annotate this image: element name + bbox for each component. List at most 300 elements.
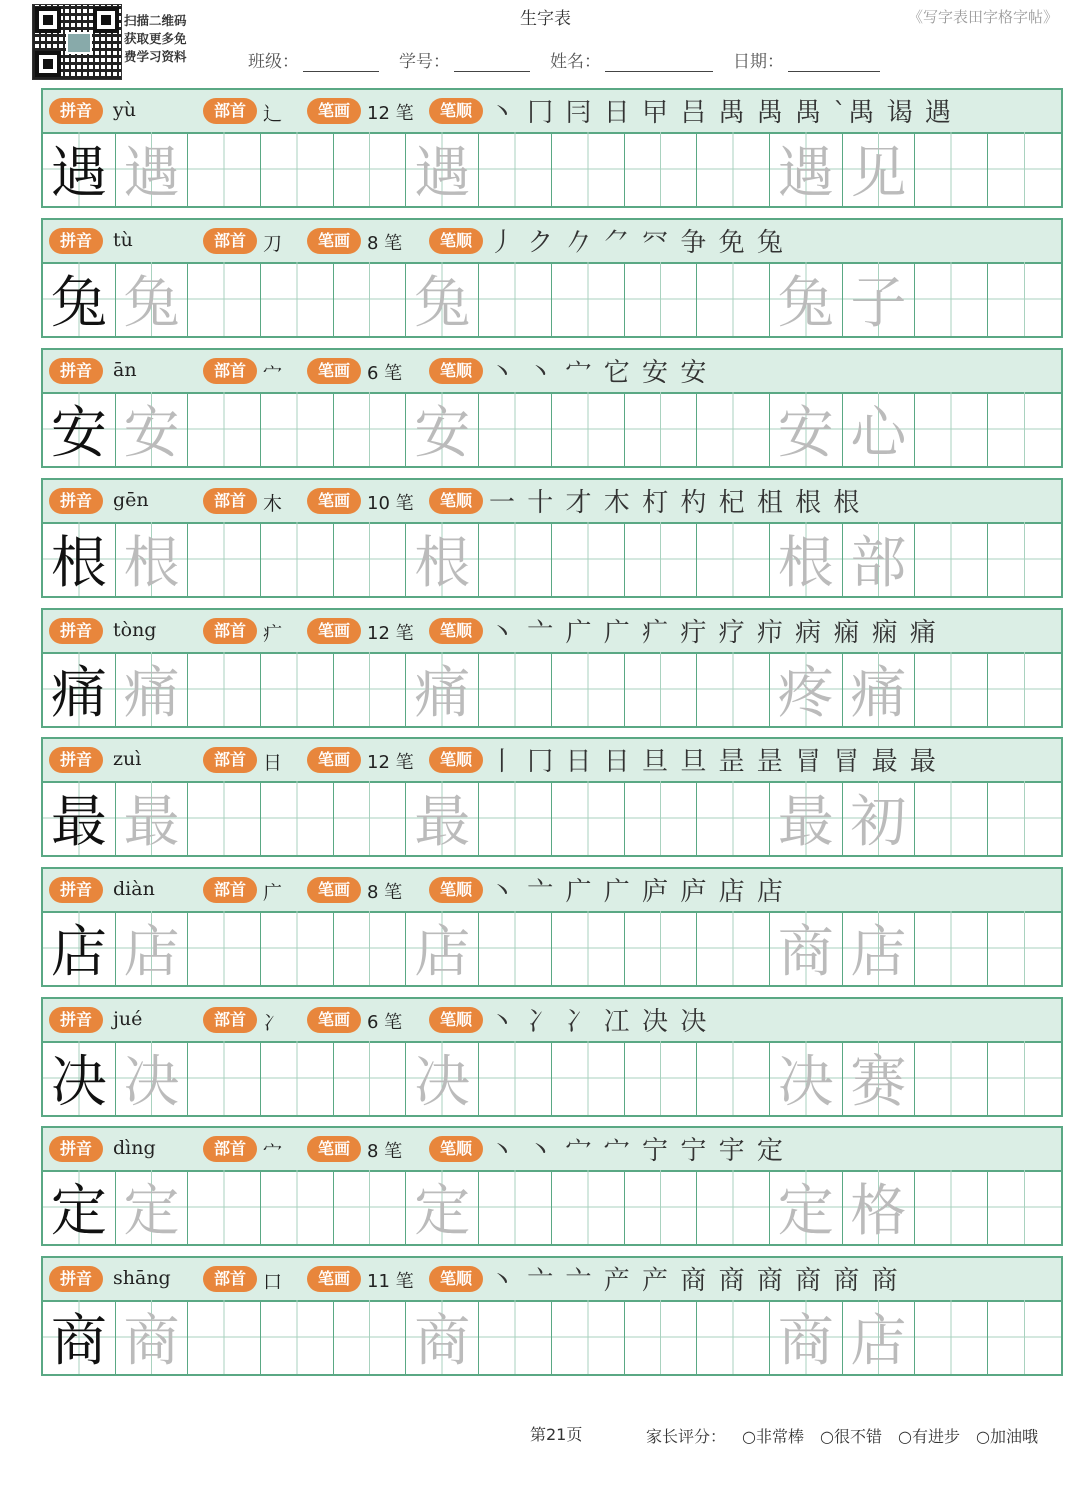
practice-cell[interactable] (915, 781, 988, 855)
trace-character: 安 (123, 401, 180, 466)
radical-text: 辶 (263, 103, 283, 125)
stroke-count: 8 笔 (367, 1141, 403, 1162)
character-info-bar (43, 1128, 1061, 1172)
model-character: 根 (50, 531, 107, 596)
practice-cell[interactable] (188, 781, 261, 855)
character-info-bar (43, 90, 1061, 134)
trace-character: 遇 (414, 141, 471, 206)
practice-cell[interactable] (697, 652, 770, 726)
pinyin-text: zuì (113, 748, 142, 770)
practice-cell (770, 1041, 843, 1115)
tianzige-grid (43, 652, 1061, 726)
radical-badge: 部首 (203, 488, 257, 514)
stroke-order: 丶 冂 冃 日 曱 吕 禺 禺 禺 `禺 谒 遇 (489, 98, 953, 128)
tianzige-grid (43, 1170, 1061, 1244)
practice-cell (770, 1300, 843, 1374)
practice-cell (43, 1170, 116, 1244)
stroke-order: 丶 冫 冫 冮 决 决 (489, 1007, 709, 1037)
trace-character: 商 (123, 1309, 180, 1374)
trace-character: 定 (123, 1179, 180, 1244)
pinyin-text: yù (113, 99, 136, 121)
practice-cell (116, 1300, 189, 1374)
practice-cell[interactable] (479, 1170, 552, 1244)
practice-cell (770, 781, 843, 855)
trace-character: 定 (414, 1179, 471, 1244)
trace-character: 痛 (414, 661, 471, 726)
character-info-bar (43, 480, 1061, 524)
practice-cell (843, 1170, 916, 1244)
pinyin-text: jué (113, 1008, 143, 1030)
practice-cell (43, 392, 116, 466)
stroke-order: 丿 ク 𠂊 ⺈ 㓁 争 免 兔 (489, 228, 785, 258)
practice-cell[interactable] (625, 522, 698, 596)
radical-badge: 部首 (203, 98, 257, 124)
radical-text: 刀 (263, 233, 283, 255)
trace-character: 兔 (414, 271, 471, 336)
practice-cell[interactable] (334, 1041, 407, 1115)
model-character: 兔 (50, 271, 107, 336)
practice-cell[interactable] (915, 262, 988, 336)
practice-cell[interactable] (697, 132, 770, 206)
practice-cell[interactable] (334, 262, 407, 336)
rating-option-improving[interactable]: ○ 有进步 (898, 1424, 960, 1447)
tianzige-grid (43, 911, 1061, 985)
order-badge: 笔顺 (429, 98, 483, 124)
practice-cell[interactable] (479, 1041, 552, 1115)
stroke-count: 12 笔 (367, 752, 414, 773)
practice-cell[interactable] (188, 1041, 261, 1115)
word-character: 疼 (777, 661, 834, 726)
character-info-bar (43, 610, 1061, 654)
order-badge: 笔顺 (429, 1266, 483, 1292)
trace-character: 安 (414, 401, 471, 466)
practice-cell (770, 132, 843, 206)
strokes-badge: 笔画 (307, 228, 361, 254)
practice-cell[interactable] (988, 1300, 1061, 1374)
practice-cell[interactable] (479, 1300, 552, 1374)
word-character: 安 (777, 401, 834, 466)
practice-cell (843, 262, 916, 336)
model-character: 安 (50, 401, 107, 466)
strokes-badge: 笔画 (307, 618, 361, 644)
practice-cell (843, 1300, 916, 1374)
radical-badge: 部首 (203, 1136, 257, 1162)
class-field[interactable]: 班级： (248, 47, 379, 72)
word-character: 遇 (777, 141, 834, 206)
stroke-count: 10 笔 (367, 493, 414, 514)
practice-cell (770, 392, 843, 466)
practice-cell[interactable] (988, 1041, 1061, 1115)
strokes-badge: 笔画 (307, 488, 361, 514)
model-character: 最 (50, 790, 107, 855)
trace-character: 决 (414, 1050, 471, 1115)
model-character: 商 (50, 1309, 107, 1374)
word-character: 根 (777, 531, 834, 596)
stroke-count: 6 笔 (367, 363, 403, 384)
stroke-order: 丶 丶 宀 宀 宁 宁 宇 定 (489, 1136, 785, 1166)
character-info-bar (43, 220, 1061, 264)
practice-cell[interactable] (697, 1170, 770, 1244)
practice-cell[interactable] (988, 262, 1061, 336)
trace-character: 兔 (123, 271, 180, 336)
radical-text: 疒 (263, 623, 283, 645)
pinyin-badge: 拼音 (49, 877, 103, 903)
practice-cell (116, 392, 189, 466)
pinyin-badge: 拼音 (49, 228, 103, 254)
practice-cell[interactable] (188, 522, 261, 596)
rating-option-good[interactable]: ○ 很不错 (820, 1424, 882, 1447)
practice-cell (406, 132, 479, 206)
series-title: 《写字表田字格字帖》 (907, 8, 1058, 26)
practice-cell[interactable] (188, 652, 261, 726)
student-number-field[interactable]: 学号： (399, 47, 530, 72)
practice-cell[interactable] (915, 522, 988, 596)
practice-cell[interactable] (697, 1300, 770, 1374)
strokes-badge: 笔画 (307, 1136, 361, 1162)
tianzige-grid (43, 522, 1061, 596)
practice-cell[interactable] (552, 522, 625, 596)
practice-cell[interactable] (552, 911, 625, 985)
pinyin-badge: 拼音 (49, 747, 103, 773)
character-row (41, 997, 1063, 1117)
trace-character: 店 (414, 920, 471, 985)
model-character: 决 (50, 1050, 107, 1115)
practice-cell[interactable] (915, 132, 988, 206)
practice-cell (406, 911, 479, 985)
practice-cell (406, 1170, 479, 1244)
model-character: 痛 (50, 661, 107, 726)
practice-cell[interactable] (334, 1300, 407, 1374)
practice-cell[interactable] (479, 132, 552, 206)
practice-cell[interactable] (697, 1041, 770, 1115)
practice-cell (43, 781, 116, 855)
practice-cell[interactable] (188, 911, 261, 985)
word-character: 定 (777, 1179, 834, 1244)
practice-cell[interactable] (625, 1300, 698, 1374)
practice-cell[interactable] (625, 652, 698, 726)
practice-cell[interactable] (915, 392, 988, 466)
tianzige-grid (43, 262, 1061, 336)
word-character: 商 (777, 1309, 834, 1374)
model-character: 定 (50, 1179, 107, 1244)
word-character: 心 (850, 401, 907, 466)
practice-cell[interactable] (697, 262, 770, 336)
practice-cell[interactable] (625, 132, 698, 206)
word-character: 格 (850, 1179, 907, 1244)
practice-cell[interactable] (988, 132, 1061, 206)
practice-cell[interactable] (625, 1041, 698, 1115)
practice-cell (406, 1300, 479, 1374)
practice-cell (406, 522, 479, 596)
practice-cell (770, 262, 843, 336)
practice-cell[interactable] (261, 392, 334, 466)
character-info-bar (43, 350, 1061, 394)
practice-cell (843, 1041, 916, 1115)
practice-cell[interactable] (697, 911, 770, 985)
practice-cell[interactable] (334, 522, 407, 596)
practice-cell (843, 781, 916, 855)
order-badge: 笔顺 (429, 877, 483, 903)
practice-cell[interactable] (261, 1300, 334, 1374)
radical-text: 宀 (263, 363, 283, 385)
practice-cell[interactable] (988, 1170, 1061, 1244)
practice-cell[interactable] (625, 262, 698, 336)
word-character: 决 (777, 1050, 834, 1115)
character-row (41, 867, 1063, 987)
radical-text: 木 (263, 493, 283, 515)
pinyin-badge: 拼音 (49, 358, 103, 384)
pinyin-text: gēn (113, 489, 149, 511)
strokes-badge: 笔画 (307, 1007, 361, 1033)
radical-badge: 部首 (203, 877, 257, 903)
practice-cell[interactable] (334, 1170, 407, 1244)
practice-cell[interactable] (261, 781, 334, 855)
stroke-order: 丶 亠 广 广 庐 庐 店 店 (489, 877, 785, 907)
name-field[interactable]: 姓名： (550, 47, 713, 72)
practice-cell[interactable] (261, 132, 334, 206)
pinyin-text: tòng (113, 619, 157, 641)
date-field[interactable]: 日期： (733, 47, 880, 72)
practice-cell (116, 132, 189, 206)
strokes-badge: 笔画 (307, 877, 361, 903)
character-row (41, 478, 1063, 598)
practice-cell (116, 781, 189, 855)
radical-badge: 部首 (203, 228, 257, 254)
practice-cell[interactable] (915, 1170, 988, 1244)
practice-cell[interactable] (479, 522, 552, 596)
tianzige-grid (43, 1041, 1061, 1115)
practice-cell (770, 1170, 843, 1244)
practice-cell[interactable] (261, 911, 334, 985)
pinyin-badge: 拼音 (49, 1266, 103, 1292)
practice-cell[interactable] (697, 392, 770, 466)
character-row (41, 88, 1063, 208)
practice-cell (406, 781, 479, 855)
practice-cell (43, 132, 116, 206)
model-character: 遇 (50, 141, 107, 206)
order-badge: 笔顺 (429, 228, 483, 254)
tianzige-grid (43, 1300, 1061, 1374)
word-character: 店 (850, 920, 907, 985)
stroke-count: 11 笔 (367, 1271, 414, 1292)
practice-cell[interactable] (188, 1170, 261, 1244)
word-character: 兔 (777, 271, 834, 336)
character-row (41, 218, 1063, 338)
word-character: 部 (850, 531, 907, 596)
practice-cell (116, 1041, 189, 1115)
practice-cell[interactable] (479, 781, 552, 855)
practice-cell (43, 1300, 116, 1374)
order-badge: 笔顺 (429, 488, 483, 514)
practice-cell (843, 392, 916, 466)
practice-cell[interactable] (334, 781, 407, 855)
practice-cell (43, 1041, 116, 1115)
practice-cell[interactable] (915, 652, 988, 726)
practice-cell[interactable] (188, 1300, 261, 1374)
character-info-bar (43, 869, 1061, 913)
word-character: 最 (777, 790, 834, 855)
pinyin-badge: 拼音 (49, 98, 103, 124)
character-row (41, 1256, 1063, 1376)
practice-cell[interactable] (625, 781, 698, 855)
practice-cell[interactable] (261, 652, 334, 726)
pinyin-badge: 拼音 (49, 1136, 103, 1162)
practice-cell[interactable] (334, 911, 407, 985)
stroke-count: 6 笔 (367, 1012, 403, 1033)
pinyin-text: shāng (113, 1267, 171, 1289)
practice-cell (406, 652, 479, 726)
character-info-bar (43, 1258, 1061, 1302)
order-badge: 笔顺 (429, 1136, 483, 1162)
order-badge: 笔顺 (429, 618, 483, 644)
practice-cell[interactable] (188, 132, 261, 206)
practice-cell[interactable] (261, 1041, 334, 1115)
practice-cell[interactable] (552, 1041, 625, 1115)
character-info-bar (43, 739, 1061, 783)
page-number: 第21页 (530, 1425, 583, 1444)
practice-cell[interactable] (552, 652, 625, 726)
practice-cell[interactable] (552, 392, 625, 466)
radical-text: 冫 (263, 1012, 283, 1034)
stroke-order: 丨 冂 日 日 旦 旦 昰 昰 冒 冒 最 最 (489, 747, 938, 777)
trace-character: 最 (414, 790, 471, 855)
trace-character: 痛 (123, 661, 180, 726)
practice-cell[interactable] (552, 1300, 625, 1374)
word-character: 痛 (850, 661, 907, 726)
practice-cell[interactable] (479, 911, 552, 985)
practice-cell[interactable] (625, 1170, 698, 1244)
trace-character: 根 (414, 531, 471, 596)
practice-cell[interactable] (552, 262, 625, 336)
practice-cell (116, 652, 189, 726)
practice-cell[interactable] (334, 132, 407, 206)
practice-cell[interactable] (552, 132, 625, 206)
qr-code[interactable] (32, 4, 122, 80)
practice-cell[interactable] (625, 392, 698, 466)
practice-cell[interactable] (697, 781, 770, 855)
student-info-row (248, 47, 890, 72)
practice-cell (770, 522, 843, 596)
practice-cell[interactable] (479, 262, 552, 336)
qr-finder (93, 7, 119, 33)
pinyin-text: dìng (113, 1137, 156, 1159)
qr-finder (35, 51, 61, 77)
rating-option-keep-going[interactable]: ○ 加油哦 (976, 1424, 1038, 1447)
qr-caption: 扫描二维码 获取更多免 费学习资料 (124, 13, 187, 64)
stroke-order: 丶 亠 广 广 疒 疔 疗 疖 病 痫 痫 痛 (489, 618, 938, 648)
character-row (41, 348, 1063, 468)
practice-cell (116, 522, 189, 596)
character-row (41, 608, 1063, 728)
practice-cell (843, 652, 916, 726)
practice-cell[interactable] (988, 911, 1061, 985)
pinyin-text: ān (113, 359, 137, 381)
pinyin-text: tù (113, 229, 133, 251)
tianzige-grid (43, 132, 1061, 206)
practice-cell (843, 132, 916, 206)
practice-cell[interactable] (625, 911, 698, 985)
practice-cell (843, 522, 916, 596)
radical-text: 宀 (263, 1141, 283, 1163)
stroke-order: 一 十 才 木 朾 杓 杞 柤 根 根 (489, 488, 862, 518)
stroke-order: 丶 亠 亠 产 产 商 商 商 商 商 商 (489, 1266, 900, 1296)
practice-cell[interactable] (915, 911, 988, 985)
practice-cell[interactable] (552, 1170, 625, 1244)
practice-cell (770, 652, 843, 726)
practice-cell (406, 1041, 479, 1115)
practice-cell[interactable] (915, 1300, 988, 1374)
stroke-count: 8 笔 (367, 233, 403, 254)
practice-cell[interactable] (188, 262, 261, 336)
word-character: 初 (850, 790, 907, 855)
word-character: 商 (777, 920, 834, 985)
parent-rating (646, 1424, 1038, 1447)
pinyin-badge: 拼音 (49, 488, 103, 514)
radical-badge: 部首 (203, 358, 257, 384)
stroke-order: 丶 丶 宀 它 安 安 (489, 358, 709, 388)
trace-character: 遇 (123, 141, 180, 206)
practice-cell (843, 911, 916, 985)
rating-label: 家长评分： (646, 1427, 727, 1446)
stroke-count: 12 笔 (367, 103, 414, 124)
trace-character: 决 (123, 1050, 180, 1115)
practice-cell[interactable] (915, 1041, 988, 1115)
practice-cell[interactable] (988, 522, 1061, 596)
order-badge: 笔顺 (429, 747, 483, 773)
practice-cell[interactable] (988, 781, 1061, 855)
word-character: 子 (850, 271, 907, 336)
practice-cell[interactable] (552, 781, 625, 855)
practice-cell[interactable] (988, 652, 1061, 726)
practice-cell (43, 522, 116, 596)
tianzige-grid (43, 781, 1061, 855)
practice-cell (43, 652, 116, 726)
word-character: 赛 (850, 1050, 907, 1115)
strokes-badge: 笔画 (307, 747, 361, 773)
radical-badge: 部首 (203, 1266, 257, 1292)
trace-character: 最 (123, 790, 180, 855)
order-badge: 笔顺 (429, 358, 483, 384)
pinyin-text: diàn (113, 878, 155, 900)
practice-cell[interactable] (697, 522, 770, 596)
practice-cell[interactable] (479, 652, 552, 726)
rating-option-excellent[interactable]: ○ 非常棒 (742, 1424, 804, 1447)
radical-badge: 部首 (203, 618, 257, 644)
practice-cell[interactable] (188, 392, 261, 466)
practice-cell[interactable] (261, 522, 334, 596)
strokes-badge: 笔画 (307, 98, 361, 124)
practice-cell (43, 911, 116, 985)
practice-cell[interactable] (479, 392, 552, 466)
order-badge: 笔顺 (429, 1007, 483, 1033)
trace-character: 商 (414, 1309, 471, 1374)
practice-cell[interactable] (261, 1170, 334, 1244)
practice-cell[interactable] (334, 652, 407, 726)
word-character: 见 (850, 141, 907, 206)
stroke-count: 8 笔 (367, 882, 403, 903)
pinyin-badge: 拼音 (49, 618, 103, 644)
practice-cell[interactable] (334, 392, 407, 466)
practice-cell[interactable] (261, 262, 334, 336)
qr-finder (35, 7, 61, 33)
pinyin-badge: 拼音 (49, 1007, 103, 1033)
radical-badge: 部首 (203, 747, 257, 773)
practice-cell[interactable] (988, 392, 1061, 466)
character-row (41, 737, 1063, 857)
practice-cell (43, 262, 116, 336)
practice-cell (406, 392, 479, 466)
practice-cell (770, 911, 843, 985)
